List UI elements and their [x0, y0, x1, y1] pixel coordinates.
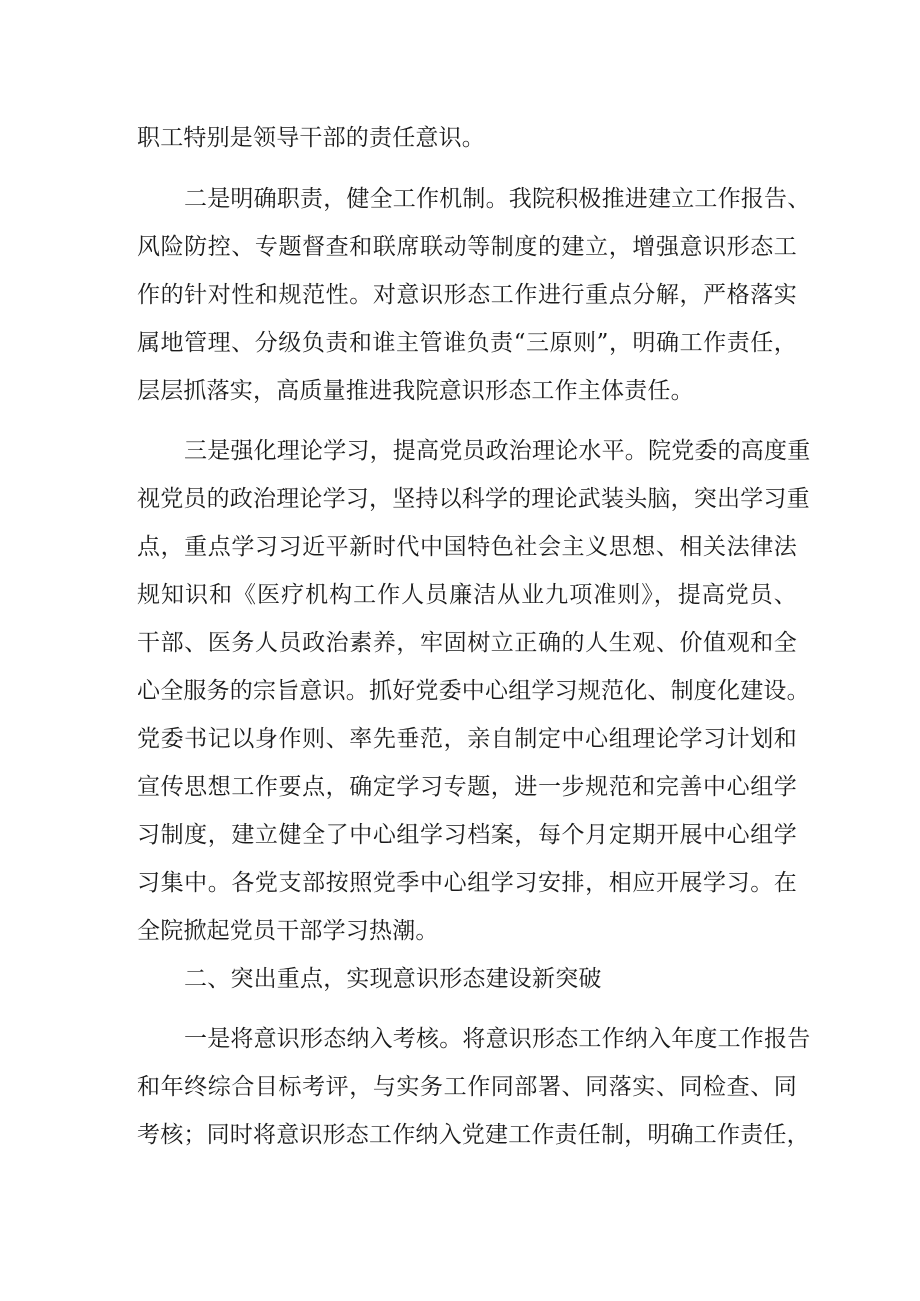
text-line: 规知识和《医疗机构工作人员廉洁从业九项准则》，提高党员、: [137, 582, 797, 608]
section-heading: 二、突出重点，实现意识形态建设新突破: [184, 966, 602, 992]
text-line: 干部、医务人员政治素养，牢固树立正确的人生观、价值观和全: [137, 630, 797, 656]
text-line: 党委书记以身作则、率先垂范，亲自制定中心组理论学习计划和: [137, 726, 797, 752]
paragraph-heading-line: 一是将意识形态纳入考核。将意识形态工作纳入年度工作报告: [184, 1026, 811, 1052]
text-line: 点，重点学习习近平新时代中国特色社会主义思想、相关法律法: [137, 534, 797, 560]
text-line: 全院掀起党员干部学习热潮。: [137, 918, 439, 944]
text-line: 习集中。各党支部按照党季中心组学习安排，相应开展学习。在: [137, 870, 797, 896]
paragraph-heading-line: 三是强化理论学习，提高党员政治理论水平。院党委的高度重: [184, 438, 811, 464]
text-line: 职工特别是领导干部的责任意识。: [137, 125, 485, 151]
text-line: 风险防控、专题督查和联席联动等制度的建立，增强意识形态工: [137, 234, 797, 260]
text-line: 考核；同时将意识形态工作纳入党建工作责任制，明确工作责任，: [137, 1122, 810, 1148]
text-line: 宣传思想工作要点，确定学习专题，进一步规范和完善中心组学: [137, 774, 797, 800]
text-line: 和年终综合目标考评，与实务工作同部署、同落实、同检查、同: [137, 1074, 797, 1100]
text-line: 作的针对性和规范性。对意识形态工作进行重点分解，严格落实: [137, 282, 797, 308]
text-line: 属地管理、分级负责和谁主管谁负责“三原则”，明确工作责任，: [137, 330, 797, 356]
paragraph-heading-line: 二是明确职责，健全工作机制。我院积极推进建立工作报告、: [184, 186, 811, 212]
text-line: 层层抓落实，高质量推进我院意识形态工作主体责任。: [137, 378, 694, 404]
text-line: 视党员的政治理论学习，坚持以科学的理论武装头脑，突出学习重: [137, 486, 810, 512]
text-line: 习制度，建立健全了中心组学习档案，每个月定期开展中心组学: [137, 822, 797, 848]
text-line: 心全服务的宗旨意识。抓好党委中心组学习规范化、制度化建设。: [137, 678, 810, 704]
